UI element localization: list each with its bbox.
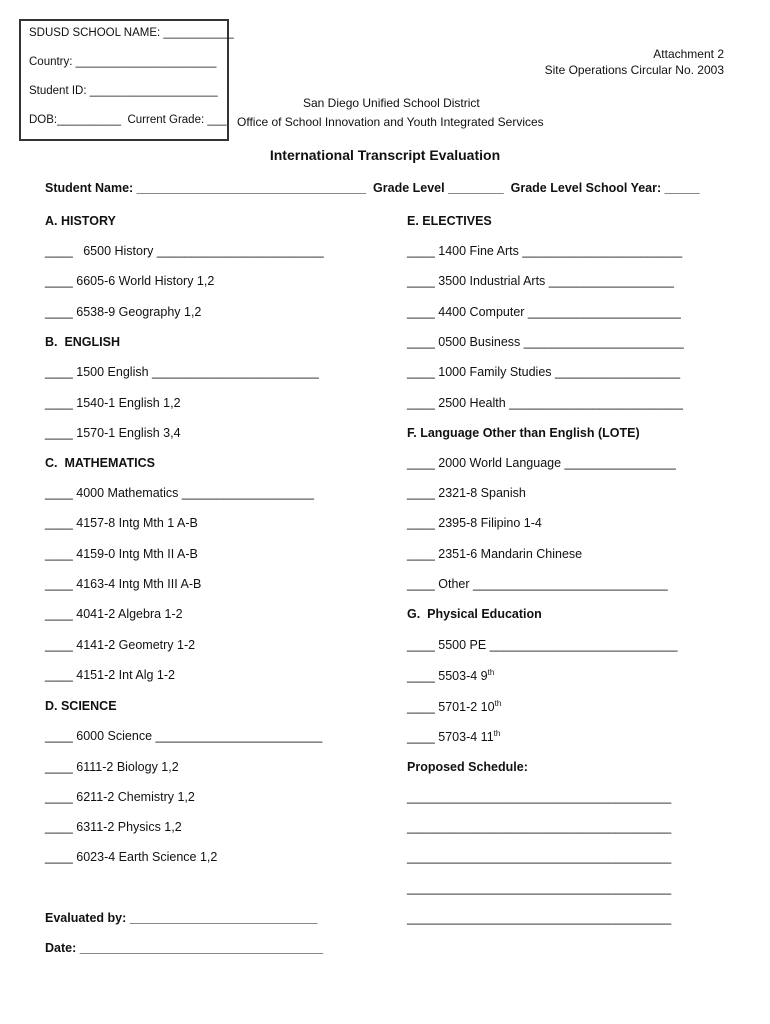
ordinal-suffix: th — [494, 699, 502, 708]
course-item-label: ____ 5703-4 11 — [407, 730, 494, 745]
course-item: ____ 6211-2 Chemistry 1,2 — [45, 790, 195, 804]
course-item: ____ 6311-2 Physics 1,2 — [45, 820, 182, 834]
evaluated-by-line: Evaluated by: ___________________________ — [45, 911, 318, 925]
circular-label: Site Operations Circular No. 2003 — [544, 63, 724, 77]
course-item: ____ 6500 History ________________________ — [45, 244, 324, 258]
course-item: ____ Other ____________________________ — [407, 577, 668, 591]
course-item: ____ 1570-1 English 3,4 — [45, 426, 181, 440]
schedule-line: ______________________________________ — [407, 850, 672, 864]
electives-heading: E. ELECTIVES — [407, 214, 492, 228]
course-item: ____ 4141-2 Geometry 1-2 — [45, 638, 196, 652]
course-item: ____ 4041-2 Algebra 1-2 — [45, 607, 183, 621]
district-name: San Diego Unified School District — [303, 96, 480, 110]
school-name-field: SDUSD SCHOOL NAME: ___________ — [29, 27, 234, 39]
schedule-line: ______________________________________ — [407, 881, 672, 895]
schedule-line: ______________________________________ — [407, 911, 672, 925]
physical-education-heading: G. Physical Education — [407, 607, 542, 621]
course-item: ____ 2500 Health _________________________ — [407, 396, 683, 410]
attachment-label: Attachment 2 — [653, 47, 724, 61]
course-item — [407, 699, 501, 714]
date-line: Date: ___________________________________ — [45, 941, 324, 955]
proposed-schedule-heading: Proposed Schedule: — [407, 760, 528, 774]
course-item — [407, 729, 500, 744]
student-id-box — [19, 19, 234, 141]
schedule-line: ______________________________________ — [407, 820, 672, 834]
course-item: ____ 4157-8 Intg Mth 1 A-B — [45, 516, 198, 530]
course-item: ____ 2000 World Language ________________ — [407, 456, 676, 470]
student-id-field: Student ID: ____________________ — [29, 85, 218, 97]
course-item — [407, 668, 494, 683]
course-item: ____ 2321-8 Spanish — [407, 486, 526, 500]
course-item: ____ 3500 Industrial Arts __________________ — [407, 274, 674, 288]
course-item: ____ 1000 Family Studies __________________ — [407, 365, 681, 379]
course-item: ____ 0500 Business _______________________ — [407, 335, 684, 349]
country-field: Country: ______________________ — [29, 56, 217, 68]
course-item: ____ 2395-8 Filipino 1-4 — [407, 516, 542, 530]
page-title: International Transcript Evaluation — [269, 147, 501, 163]
course-item: ____ 6111-2 Biology 1,2 — [45, 760, 179, 774]
course-item: ____ 4400 Computer ______________________ — [407, 305, 681, 319]
english-heading: B. ENGLISH — [45, 335, 121, 349]
course-item-label: ____ 5503-4 9 — [407, 669, 488, 684]
course-item: ____ 6605-6 World History 1,2 — [45, 274, 215, 288]
ordinal-suffix: th — [487, 668, 495, 677]
history-heading: A. HISTORY — [45, 214, 116, 228]
course-item: ____ 6023-4 Earth Science 1,2 — [45, 850, 218, 864]
course-item: ____ 6538-9 Geography 1,2 — [45, 305, 202, 319]
ordinal-suffix: th — [493, 729, 501, 738]
course-item: ____ 1540-1 English 1,2 — [45, 396, 181, 410]
mathematics-heading: C. MATHEMATICS — [45, 456, 155, 470]
course-item: ____ 4151-2 Int Alg 1-2 — [45, 668, 175, 682]
course-item: ____ 6000 Science ________________________ — [45, 729, 323, 743]
course-item: ____ 4163-4 Intg Mth III A-B — [45, 577, 202, 591]
course-item: ____ 4000 Mathematics ___________________ — [45, 486, 314, 500]
dob-grade-field: DOB:__________ Current Grade: ___ — [29, 114, 227, 126]
lote-heading: F. Language Other than English (LOTE) — [407, 426, 640, 440]
course-item: ____ 1500 English ________________________ — [45, 365, 319, 379]
science-heading: D. SCIENCE — [45, 699, 117, 713]
schedule-line: ______________________________________ — [407, 790, 672, 804]
course-item: ____ 2351-6 Mandarin Chinese — [407, 547, 583, 561]
course-item: ____ 5500 PE ___________________________ — [407, 638, 678, 652]
course-item: ____ 1400 Fine Arts _______________________ — [407, 244, 683, 258]
course-item: ____ 4159-0 Intg Mth II A-B — [45, 547, 198, 561]
student-name-line: Student Name: _________________________________ Grade Level ________ Grade Level School Year: _____ — [45, 181, 700, 195]
course-item-label: ____ 5701-2 10 — [407, 700, 495, 715]
office-name: Office of School Innovation and Youth Integrated Services — [237, 115, 544, 129]
